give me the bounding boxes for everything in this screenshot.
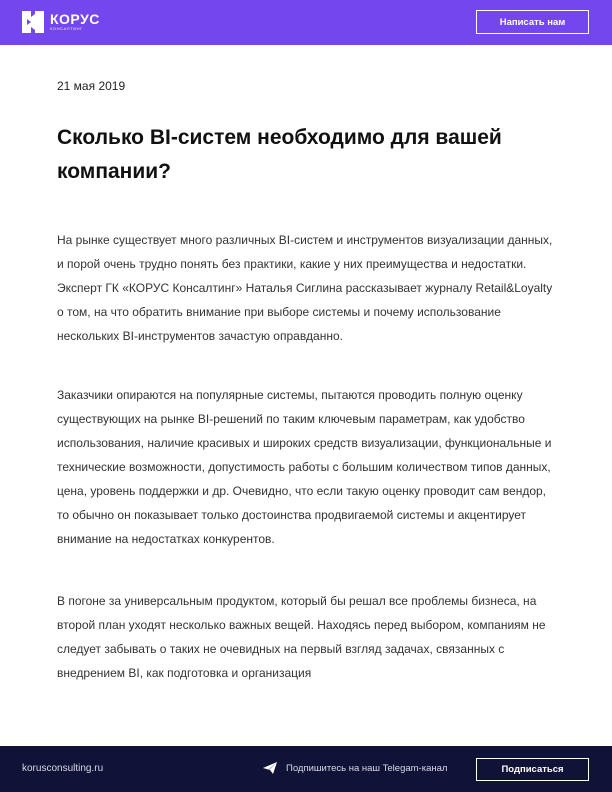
telegram-promo[interactable] — [262, 760, 447, 776]
telegram-paper-plane-icon — [262, 760, 278, 776]
subscribe-button[interactable]: Подписаться — [476, 758, 589, 781]
logo-subtitle: КОНСАЛТИНГ — [50, 26, 83, 31]
article-paragraph: Заказчики опираются на популярные системы, пытаются проводить полную оценку существующих на рынке BI-решений по таким ключевым параметрам, как удобство использования, наличие красивых и широких средств визуализации, функциональные и технические возможности, допустимость работы с большим количеством типов данных, цена, уровень поддержки и др. Очевидно, что если такую оценку проводит сам вендор, то обычно он показывает только достоинства продвигаемой системы и акцентирует внимание на недостатках конкурентов. — [57, 388, 552, 546]
contact-us-button[interactable]: Написать нам — [476, 10, 589, 34]
article-date: 21 мая 2019 — [57, 79, 126, 93]
site-header — [0, 0, 612, 45]
article-paragraph: В погоне за универсальным продуктом, который бы решал все проблемы бизнеса, на второй план уходят несколько важных вещей. Находясь перед выбором, компаниям не следует забывать о таких не очевидных на первый взгляд задачах, связанных с внедрением BI, как подготовка и организация — [57, 594, 546, 680]
article-paragraph: На рынке существует много различных BI-систем и инструментов визуализации данных, и порой очень трудно понять без практики, какие у них преимущества и недостатки. Эксперт ГК «КОРУС Консалтинг» Наталья Сиглина рассказывает журналу Retail&Loyalty о том, на что обратить внимание при выборе системы и почему использование нескольких BI-инструментов зачастую оправданно. — [57, 233, 553, 343]
site-link[interactable]: korusconsulting.ru — [22, 763, 104, 774]
telegram-text: Подпишитесь на наш Telegam-канал — [286, 762, 448, 774]
article-title: Сколько BI-систем необходимо для вашей компании? — [57, 126, 502, 183]
logo-name: КОРУС — [50, 11, 100, 27]
korus-logo[interactable] — [22, 10, 100, 34]
site-footer — [0, 746, 612, 792]
korus-logo-icon — [22, 11, 44, 33]
